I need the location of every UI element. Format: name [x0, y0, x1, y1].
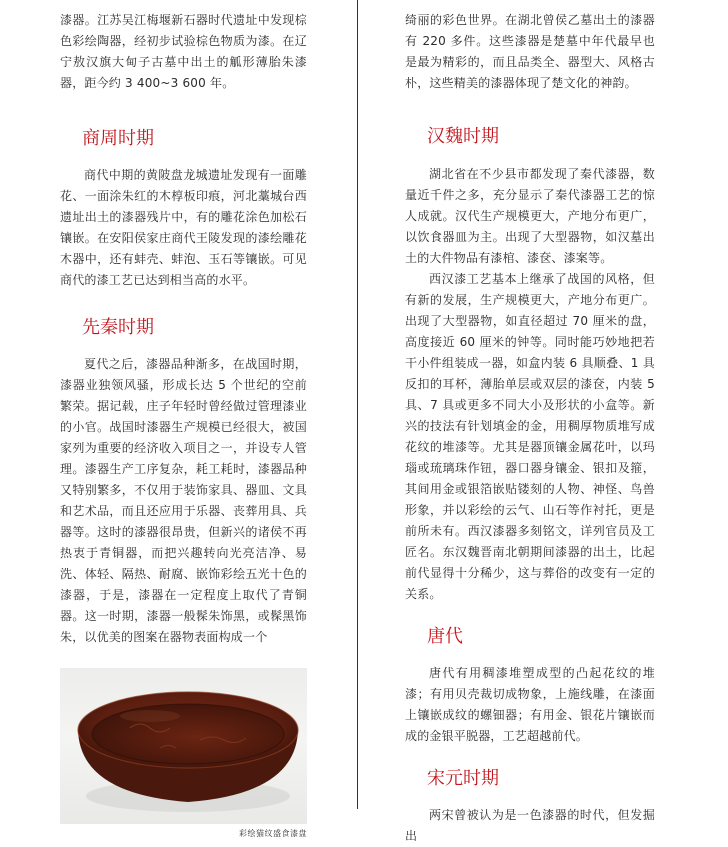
lacquer-plate-image [60, 668, 307, 824]
photo-caption: 彩绘猫纹盛食漆盘 [239, 829, 307, 838]
right-column [405, 0, 655, 847]
heading-tang: 唐代 [427, 626, 463, 647]
heading-shangzhou: 商周时期 [82, 128, 154, 149]
intro-paragraph: 漆器。江苏吴江梅堰新石器时代遗址中发现棕色彩绘陶器，经初步试验棕色物质为漆。在辽宁敖汉旗大甸子古墓中出土的觚形薄胎朱漆器，距今约 3 400~3 600 年。 [60, 13, 307, 90]
heading-xianqin: 先秦时期 [82, 317, 154, 338]
heading-hanwei: 汉魏时期 [427, 126, 499, 147]
intro-paragraph-right: 绮丽的彩色世界。在湖北曾侯乙墓出土的漆器有 220 多件。这些漆器是楚墓中年代最早也是最为精彩的，而且品类全、器型大、风格古朴，这些精美的漆器体现了楚文化的神韵。 [405, 13, 655, 90]
column-divider [357, 0, 358, 809]
paragraph-hanwei-2: 西汉漆工艺基本上继承了战国的风格，但有新的发展，生产规模更大，产地分布更广。出现了大型器物，如直径超过 70 厘米的盘，高度接近 60 厘米的钟等。同时能巧妙地把若干小件组装成一器，如盒内装 6 具顺叠、1 具反扣的耳杯，薄胎单层或双层的漆奁，内装 5 具、7 具或更多不同大小及形状的小盒等。新兴的技法有针划填金的金，用稠厚物质堆写成花纹的堆漆等。尤其是器顶镶金属花叶，以玛瑙或琉璃珠作钮，器口器身镶金、银扣及箍，其间用金或银箔嵌贴镂刻的人物、神怪、鸟兽形象，并以彩绘的云气、山石等作衬托，更是前所未有。西汉漆器多刻铭文，详列官员及工匠名。东汉魏晋南北朝期间漆器的出土，比起前代显得十分稀少，这与葬俗的改变有一定的关系。 [405, 272, 655, 601]
paragraph-songyuan: 两宋曾被认为是一色漆器的时代，但发掘出 [405, 808, 655, 843]
left-column [60, 0, 307, 840]
paragraph-tang: 唐代有用稠漆堆塑成型的凸起花纹的堆漆；有用贝壳裁切成物象，上施线雕，在漆面上镶嵌成纹的螺钿器；有用金、银花片镶嵌而成的金银平脱器，工艺超越前代。 [405, 666, 655, 743]
lacquer-plate-photo [60, 668, 307, 824]
heading-songyuan: 宋元时期 [427, 768, 499, 789]
paragraph-shangzhou: 商代中期的黄陂盘龙城遗址发现有一面雕花、一面涂朱红的木椁板印痕，河北藁城台西遗址出土的漆器残片中，有的雕花涂色加松石镶嵌。在安阳侯家庄商代王陵发现的漆绘雕花木器中，还有蚌壳、蚌泡、玉石等镶嵌。可见商代的漆工艺已达到相当高的水平。 [60, 168, 307, 287]
paragraph-hanwei-1: 湖北省在不少县市都发现了秦代漆器，数量近千件之多，充分显示了秦代漆器工艺的惊人成就。汉代生产规模更大，产地分布更广，以饮食器皿为主。出现了大型器物，如汉墓出土的大件物品有漆棺、漆奁、漆案等。 [405, 167, 655, 265]
paragraph-xianqin: 夏代之后，漆器品种渐多，在战国时期，漆器业独领风骚，形成长达 5 个世纪的空前繁荣。据记载，庄子年轻时曾经做过管理漆业的小官。战国时漆器生产规模已经很大，被国家列为重要的经济收入项目之一，并设专人管理。漆器生产工序复杂，耗工耗时，漆器品种又特别繁多，不仅用于装饰家具、器皿、文具和艺术品，而且还应用于乐器、丧葬用具、兵器等。这时的漆器很昂贵，但新兴的诸侯不再热衷于青铜器，而把兴趣转向光亮洁净、易洗、体轻、隔热、耐腐、嵌饰彩绘五光十色的漆器，于是，漆器在一定程度上取代了青铜器。这一时期，漆器一般髹朱饰黑，或髹黑饰朱，以优美的图案在器物表面构成一个 [60, 357, 307, 644]
